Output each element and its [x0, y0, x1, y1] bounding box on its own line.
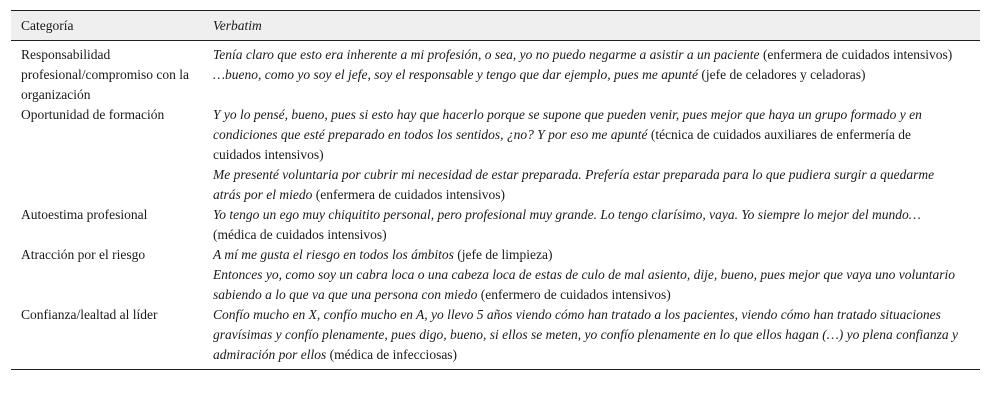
quote-text: Confío mucho en X, confío mucho en A, yo llevo 5 años viendo cómo han tratado a los pacientes, viendo cómo han tratado situaciones gravísimas y confío plenamente, pues digo, bueno, si ellos se meten, yo confío plenamente en lo que ellos hagan (…) yo plena confianza y admiración por ellos	[213, 307, 958, 362]
quote-text: Y yo lo pensé, bueno, pues si esto hay que hacerlo porque se supone que pueden venir, pues mejor que haya un grupo formado y en condiciones que esté preparado en todos los sentidos, ¿no? Y por eso me apunté	[213, 107, 922, 142]
quote-text: Yo tengo un ego muy chiquitito personal, pero profesional muy grande. Lo tengo clarísimo, vaya. Yo siempre lo mejor del mundo…	[213, 207, 921, 222]
verbatim-cell	[203, 245, 980, 305]
quote-source: (enfermera de cuidados intensivos)	[315, 187, 506, 202]
header-verbatim: Verbatim	[213, 17, 262, 33]
quote-text: Tenía claro que esto era inherente a mi profesión, o sea, yo no puedo negarme a asistir a un paciente	[213, 47, 760, 62]
table-body	[11, 41, 980, 369]
verbatim-cell	[203, 105, 980, 205]
category-cell: Oportunidad de formación	[21, 107, 165, 122]
quote-text: Me presenté voluntaria por cubrir mi necesidad de estar preparada. Prefería estar preparada para lo que pudiera surgir a quedarme atrás por el miedo	[213, 167, 935, 202]
quote-source: (médica de cuidados intensivos)	[213, 227, 387, 242]
table-row	[11, 245, 980, 305]
quote-source: (médica de infecciosas)	[329, 347, 458, 362]
quote-source: (técnica de cuidados auxiliares de enfermería de cuidados intensivos)	[213, 127, 911, 162]
verbatim-cell	[203, 45, 980, 105]
table-row	[11, 45, 980, 105]
quote-text: Entonces yo, como soy un cabra loca o una cabeza loca de estas de culo de mal asiento, dije, bueno, pues mejor que vaya uno voluntario sabiendo a lo que va que una persona con miedo	[213, 267, 955, 302]
quote	[213, 105, 958, 165]
quote	[213, 165, 958, 205]
quote-source: (jefe de limpieza)	[457, 247, 553, 262]
category-cell: Confianza/lealtad al líder	[21, 307, 158, 322]
quote-source: (jefe de celadores y celadoras)	[701, 67, 866, 82]
quote-text: A mí me gusta el riesgo en todos los ámbitos	[213, 247, 454, 262]
quote	[213, 245, 958, 265]
category-cell: Autoestima profesional	[21, 207, 148, 222]
verbatim-table	[11, 10, 980, 370]
quote	[213, 305, 958, 365]
table-row	[11, 205, 980, 245]
quote-source: (enfermera de cuidados intensivos)	[762, 47, 953, 62]
quote	[213, 65, 958, 85]
verbatim-cell	[203, 305, 980, 365]
quote-text: …bueno, como yo soy el jefe, soy el responsable y tengo que dar ejemplo, pues me apunté	[213, 67, 699, 82]
quote	[213, 265, 958, 305]
header-category: Categoría	[21, 17, 74, 33]
table-header	[11, 11, 980, 41]
table-row	[11, 305, 980, 365]
category-cell: Responsabilidad profesional/compromiso con la organización	[21, 47, 189, 102]
verbatim-cell	[203, 205, 980, 245]
quote-source: (enfermero de cuidados intensivos)	[480, 287, 671, 302]
quote	[213, 205, 958, 245]
category-cell: Atracción por el riesgo	[21, 247, 146, 262]
quote	[213, 45, 958, 65]
table-row	[11, 105, 980, 205]
